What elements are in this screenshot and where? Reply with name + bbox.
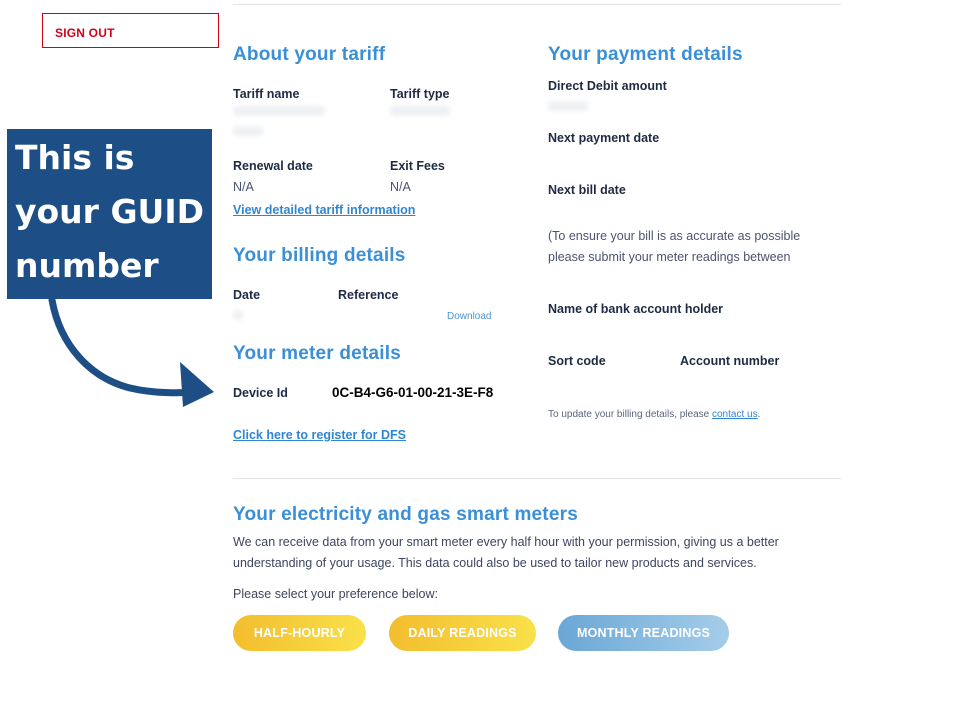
- billing-heading: Your billing details: [233, 245, 406, 266]
- exit-fees-value: N/A: [390, 180, 411, 194]
- smart-meters-heading: Your electricity and gas smart meters: [233, 504, 578, 525]
- sign-out-button[interactable]: SIGN OUT: [42, 13, 219, 48]
- tariff-type-label: Tariff type: [390, 87, 450, 101]
- meter-heading: Your meter details: [233, 343, 401, 364]
- tariff-heading: About your tariff: [233, 44, 386, 65]
- download-link[interactable]: Download: [447, 311, 492, 322]
- meter-reading-note-2: please submit your meter readings between: [548, 250, 791, 264]
- smart-meters-description-1: We can receive data from your smart meter every half hour with your permission, giving us a better: [233, 535, 779, 549]
- device-id-label: Device Id: [233, 386, 288, 400]
- renewal-date-value: N/A: [233, 180, 254, 194]
- direct-debit-label: Direct Debit amount: [548, 79, 667, 93]
- callout-line-1: This is: [15, 138, 135, 177]
- view-tariff-info-link[interactable]: View detailed tariff information: [233, 203, 416, 217]
- renewal-date-label: Renewal date: [233, 159, 313, 173]
- monthly-readings-button[interactable]: MONTHLY READINGS: [558, 615, 729, 651]
- meter-reading-note-1: (To ensure your bill is as accurate as possible: [548, 229, 801, 243]
- contact-us-link[interactable]: contact us: [712, 409, 758, 420]
- bank-holder-label: Name of bank account holder: [548, 302, 724, 316]
- callout-line-2: your GUID: [15, 192, 204, 231]
- tariff-name-label: Tariff name: [233, 87, 300, 101]
- next-bill-label: Next bill date: [548, 183, 626, 197]
- update-billing-suffix: .: [757, 409, 761, 420]
- half-hourly-button[interactable]: HALF-HOURLY: [233, 615, 366, 651]
- update-billing-prefix: To update your billing details, please: [548, 409, 712, 420]
- callout-line-3: number: [15, 246, 159, 285]
- smart-meters-description-2: understanding of your usage. This data could also be used to tailor new products and services.: [233, 556, 757, 570]
- register-dfs-link[interactable]: Click here to register for DFS: [233, 428, 406, 442]
- sort-code-label: Sort code: [548, 354, 606, 368]
- preference-prompt: Please select your preference below:: [233, 587, 438, 601]
- next-payment-label: Next payment date: [548, 131, 660, 145]
- account-number-label: Account number: [680, 354, 780, 368]
- daily-readings-button[interactable]: DAILY READINGS: [389, 615, 536, 651]
- device-id-value: 0C-B4-G6-01-00-21-3E-F8: [332, 385, 494, 400]
- payment-heading: Your payment details: [548, 44, 743, 65]
- billing-date-label: Date: [233, 288, 261, 302]
- billing-reference-label: Reference: [338, 288, 399, 302]
- exit-fees-label: Exit Fees: [390, 159, 445, 173]
